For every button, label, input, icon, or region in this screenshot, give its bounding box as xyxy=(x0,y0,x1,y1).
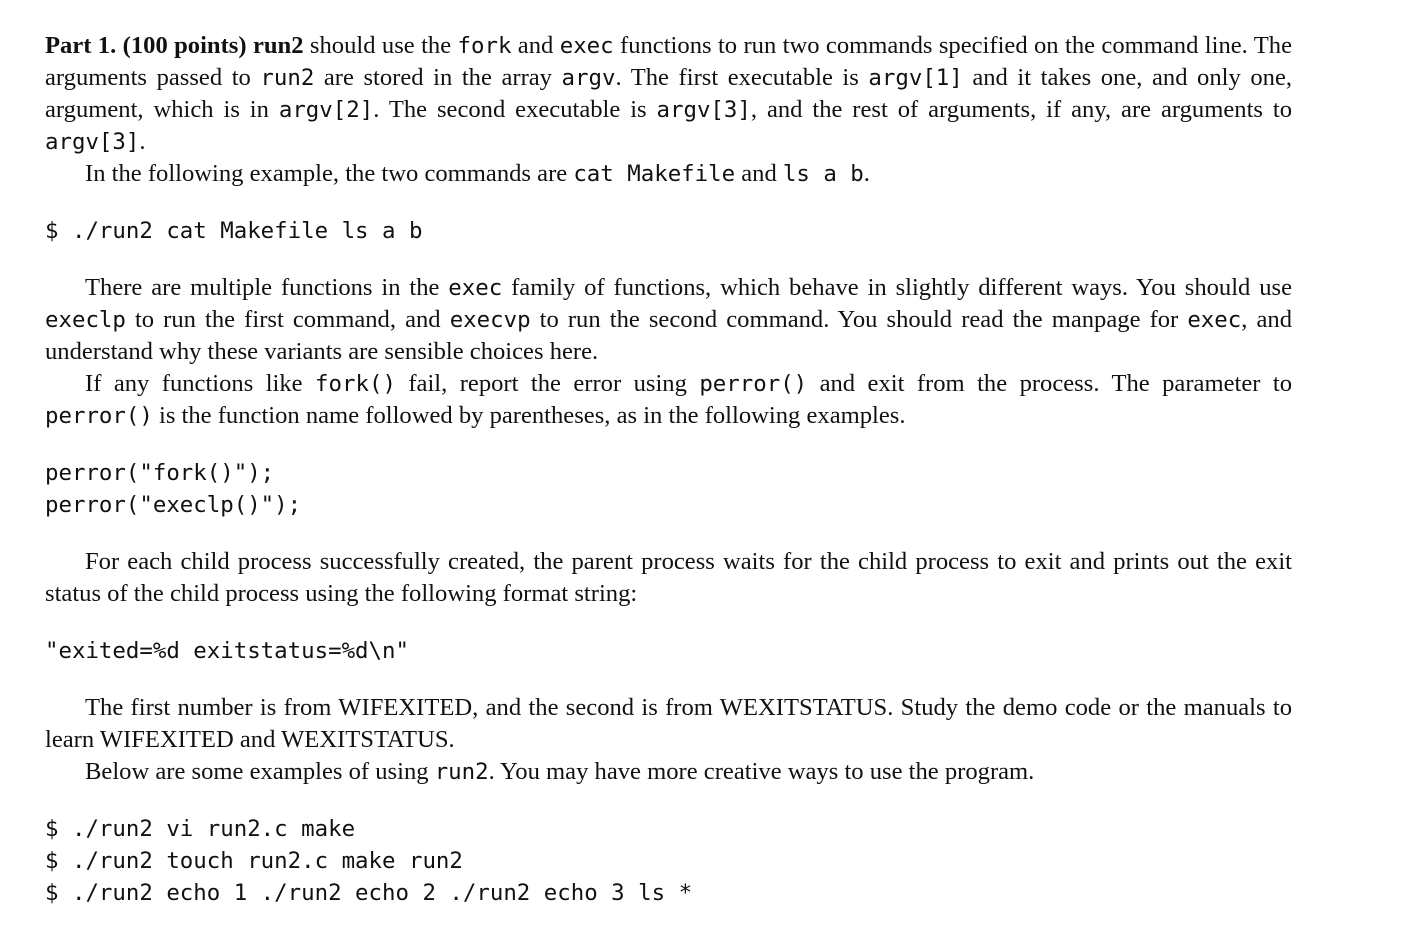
code-exec: exec xyxy=(448,275,503,301)
code-exec: exec xyxy=(559,33,614,59)
text: Below are some examples of using xyxy=(85,758,435,785)
text: In the following example, the two commands are xyxy=(85,160,574,187)
code-fork: fork() xyxy=(315,371,396,397)
child-paragraph: For each child process successfully created, the parent process waits for the child process to exit and prints out the exit status of the child process using the following format string: xyxy=(45,548,1292,607)
part1-paragraph xyxy=(45,30,1292,158)
text: . xyxy=(139,128,146,155)
code-run2: run2 xyxy=(434,759,489,785)
perror-paragraph xyxy=(45,368,1292,432)
code-run2: run2 xyxy=(260,65,315,91)
text: and exit from the process. The parameter to xyxy=(807,370,1292,397)
text: to run the second command. You should read the manpage for xyxy=(530,306,1188,333)
text: is the function name followed by parentheses, as in the following examples. xyxy=(152,402,906,429)
code-execlp: execlp xyxy=(45,307,126,333)
code-argv: argv xyxy=(561,65,616,91)
example-command: $ ./run2 cat Makefile ls a b xyxy=(45,218,423,244)
code-exec: exec xyxy=(1187,307,1242,333)
text: should use the xyxy=(303,32,458,59)
examples-code-block xyxy=(45,813,1292,909)
wif-paragraph: The first number is from WIFEXITED, and the second is from WEXITSTATUS. Study the demo code or the manuals to learn WIFEXITED and WEXITSTATUS. xyxy=(45,694,1292,753)
text: If any functions like xyxy=(85,370,316,397)
code-argv2: argv[2] xyxy=(278,97,374,123)
text: functions to run two commands specified on the command line. The arguments passed to xyxy=(45,32,1292,91)
part-heading: Part 1. xyxy=(45,32,117,59)
points-label: (100 points) xyxy=(122,32,247,59)
text: , and the rest of arguments, if any, are arguments to xyxy=(750,96,1293,123)
text: . The first executable is xyxy=(615,64,869,91)
code-line: perror("fork()"); xyxy=(45,460,275,486)
code-argv1: argv[1] xyxy=(868,65,963,91)
perror-code-block xyxy=(45,457,1292,521)
code-argv3: argv[3] xyxy=(656,97,751,123)
text: . xyxy=(863,160,870,187)
exec-paragraph xyxy=(45,272,1292,368)
text: and it takes one, and only one, argument, which is in xyxy=(45,64,1293,123)
below-paragraph xyxy=(45,756,1292,788)
code-execvp: execvp xyxy=(449,307,531,333)
code-perror: perror() xyxy=(45,403,153,429)
code-line: perror("execlp()"); xyxy=(45,492,302,518)
code-cmd2: ls a b xyxy=(782,161,864,187)
text: fail, report the error using xyxy=(395,370,700,397)
text: , and understand why these variants are sensible choices here. xyxy=(45,306,1292,365)
code-perror: perror() xyxy=(699,371,808,397)
text: There are multiple functions in the xyxy=(85,274,449,301)
text: and xyxy=(511,32,560,59)
text: . You may have more creative ways to use the program. xyxy=(488,758,1035,785)
code-line: $ ./run2 vi run2.c make xyxy=(45,816,356,842)
code-cmd1: cat Makefile xyxy=(573,161,736,187)
format-string: "exited=%d exitstatus=%d\n" xyxy=(45,638,409,664)
code-argv3: argv[3] xyxy=(45,129,140,155)
text: family of functions, which behave in slightly different ways. You should use xyxy=(502,274,1293,301)
text: to run the first command, and xyxy=(125,306,450,333)
text: and xyxy=(735,160,783,187)
code-fork: fork xyxy=(457,33,512,59)
text: . The second executable is xyxy=(373,96,657,123)
program-name: run2 xyxy=(252,32,304,59)
example-intro-paragraph xyxy=(45,158,1292,190)
code-line: $ ./run2 echo 1 ./run2 echo 2 ./run2 echo 3 ls * xyxy=(45,880,693,906)
text: are stored in the array xyxy=(314,64,562,91)
code-line: $ ./run2 touch run2.c make run2 xyxy=(45,848,463,874)
